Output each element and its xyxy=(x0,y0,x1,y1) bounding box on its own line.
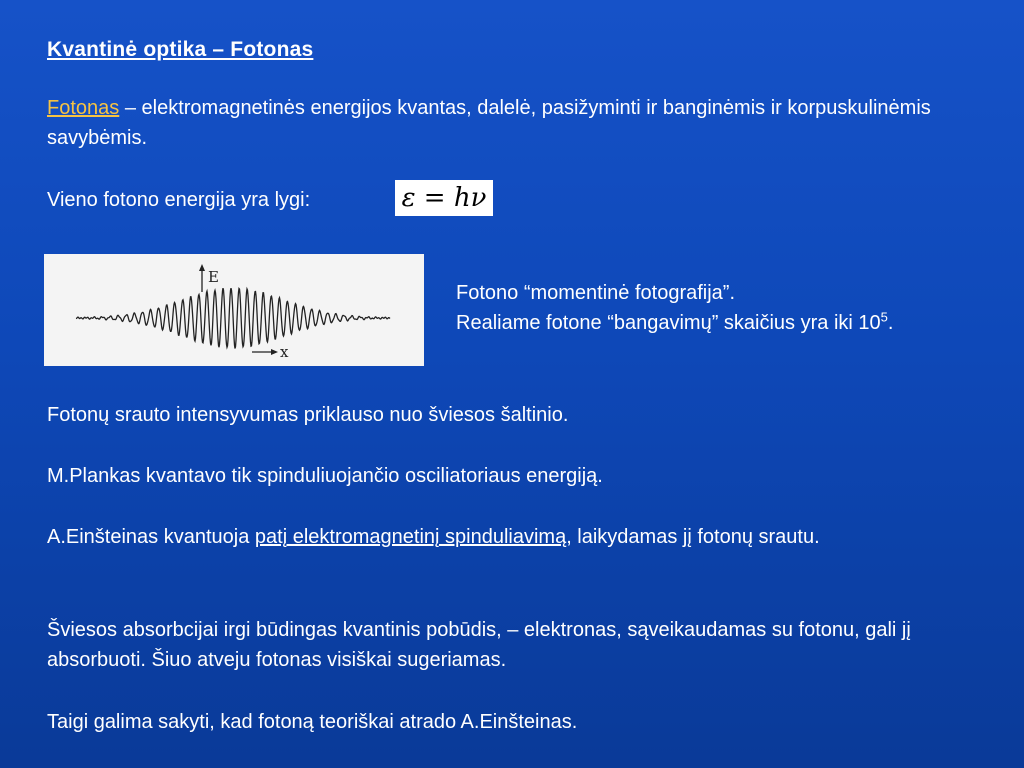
energy-formula: ε = hν xyxy=(395,180,493,216)
e-arrowhead xyxy=(199,264,205,271)
paragraph-einstein: A.Einšteinas kvantuoja patį elektromagnetinį spinduliavimą, laikydamas jį fotonų srautu. xyxy=(47,526,820,548)
paragraph-absorption: Šviesos absorbcijai irgi būdingas kvantinis pobūdis, – elektronas, sąveikaudamas su fotonu, gali jį absorbuoti. Šiuo atveju fotonas visiškai sugeriamas. xyxy=(47,619,911,671)
definition-text: – elektromagnetinės energijos kvantas, dalelė, pasižyminti ir banginėmis ir korpuskulinėmis savybėmis. xyxy=(47,97,931,149)
wave-packet-curve xyxy=(76,288,390,348)
photon-term-link[interactable]: Fotonas xyxy=(47,97,120,119)
photon-wave-figure xyxy=(44,254,424,366)
x-arrowhead xyxy=(271,349,278,355)
photon-definition xyxy=(47,93,1007,153)
caption-line-2: Realiame fotone “bangavimų” skaičius yra iki $10^5$. xyxy=(456,309,894,334)
paragraph-planck: M.Plankas kvantavo tik spinduliuojančio osciliatoriaus energiją. xyxy=(47,465,603,487)
wave-packet-diagram xyxy=(44,254,424,366)
e-axis-label: E xyxy=(208,268,219,286)
slide-title: Kvantinė optika – Fotonas xyxy=(47,38,314,61)
figure-caption xyxy=(456,278,893,338)
paragraph-intensity: Fotonų srauto intensyvumas priklauso nuo šviesos šaltinio. xyxy=(47,404,569,426)
x-axis-label: x xyxy=(280,343,289,361)
paragraph-conclusion: Taigi galima sakyti, kad fotoną teoriškai atrado A.Einšteinas. xyxy=(47,711,578,733)
caption-line-1: Fotono “momentinė fotografija”. xyxy=(456,282,736,304)
energy-label: Vieno fotono energija yra lygi: xyxy=(47,189,311,211)
underlined-phrase: patį elektromagnetinį spinduliavimą xyxy=(254,526,567,548)
